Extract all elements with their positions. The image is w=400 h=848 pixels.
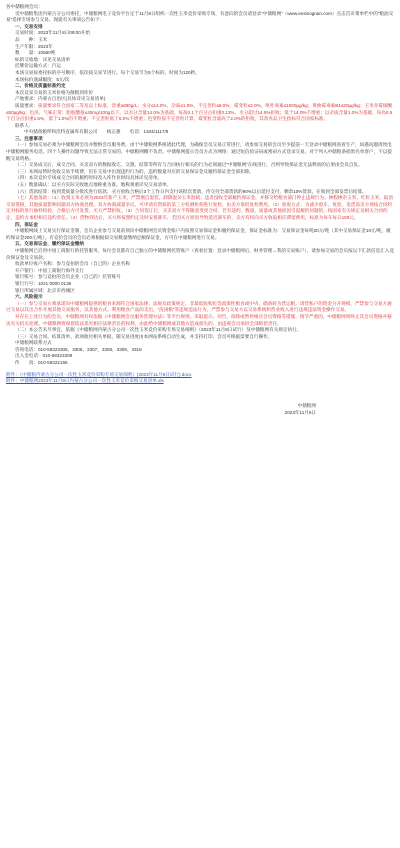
attachment-link[interactable]: 附件：中储粮网2023年11月8日内蒙古分公司一次性玉米竞价采购交易清单.xls <box>6 378 164 384</box>
schedule-line: 本场标价递减幅度：5元/次 <box>15 76 70 82</box>
section-1-body <box>6 30 394 83</box>
schedule-line: 挂牌价运输方式：汽运 <box>15 63 61 69</box>
schedule-line: 品 种：玉米 <box>15 36 48 42</box>
section-4-title: 四、保证金 <box>15 221 38 227</box>
contact-phone: 出入金电话：010-59323308 <box>15 353 73 359</box>
attachments <box>6 372 394 386</box>
bank-info-line: 开户银行：中国工商银行海外支行 <box>15 267 84 273</box>
bank-info-line: 银行行号：1021 0000 0136 <box>15 280 72 286</box>
escrow-paragraph: 中储粮网已启用中国工商银行的托管服务，每位会员都有自己独立的中储粮网托管账户（查看位置：登录中储粮网后，财务管理→我的交易账户），请参加交易的会员按以下汇款信息汇入竞价保证金及交易款。 <box>6 247 394 260</box>
notice-item: （四）本次竞价专场成交合同的履约时间及入库作业时间具体详见清单。 <box>15 175 163 181</box>
bank-info-line: 收款单位账户名称：参与竞拍的会员（自己的）企业名称 <box>15 261 130 267</box>
origin-requirement: 产地要求：内蒙古自治区(具体详见交易清单) <box>15 96 106 102</box>
section-2-title: 二、价格及质量标准约定 <box>15 83 66 89</box>
notice-item-other-terms: （七）其他条款：（1）收到玉米必须为2023年新产玉米，严禁擅自混装，卸降混杂玉米混载；违者没收全部履约保证金，并移交给粮食部门停止违规行为。掺假掺杂玉米、红粒玉米，取消交易资格，其他质量影响问题双方协商处理，双方协商减量争议，可申请有资质的第三方检测机构进行复检，由卖方承担复检费用。（2）验收方式：为减少验车、复检，发货前卖方须按合同约定对标的进行抽样检验，合格后方可发货，买方严禁拒收。（3）合同签订后，买卖双方不得随意变更合同，若有违约，数量、质量或其他原因引起履约问题的，按国家有关规定及相关合同约定，违约方承担相应违约责任。（4）货物到达后，买方将按照约定及时安排卸车，若因买方原因导致延迟卸车的，卖方有权向买方收取相应滞留费用，标准为每车每日100元。 <box>6 195 393 220</box>
notice-item: （六）货款结算：按到货质量分批次进行结款，买方验收合格后3个工作日内支付该批次货款，待交付全部货款的90%以后延付支付，剩余10%货款，在收到全部发票后结算。 <box>15 188 367 194</box>
risk-warning: 对存在上述行为的会员，中储粮网有权依据《中储粮网会员服务管理办法》等平台规则，采取提示、劝告、扣除或暂停相应会员资格等措施，情节严重的，中储粮网将终止其会员资格并移送有关机关处理。中储粮网将保留依法追究相应法律责任的权利，由此给中储粮网或其他方造成损失的，由违规会员承担全部赔偿责任。 <box>6 313 392 326</box>
closing-item: （三）交易合同、结算清单、款项收付相关单据，随交易进度由本网站系统自动生成，并支持打印，会员可根据需要自行操作。 <box>15 333 273 339</box>
signature-date: 2023年11月6日 <box>284 409 316 415</box>
bank-info-line: 银行账号：参与竞拍的会员企业（自己的）托管账号 <box>15 274 121 280</box>
schedule-line: 标的交收地：详见交易清单 <box>15 56 71 62</box>
section-3-title: 三、注意事项 <box>15 135 43 141</box>
deposit-paragraph: 中储粮网线上交易实行保证金制，会员企业参与交易前须向中储粮网会员资金账户内按照交易保证金和履约保证金，保证金标准为：交易保证金每吨20元/吨（其中交易保证金10元/吨，履约保证金200元/吨）。有竞价会员的会员必须根据拟交易数量缴纳足额保证金，方可在中储粮网进行交易。 <box>6 228 391 240</box>
price-basis: 本次竞采交易的玉米价格为散粮到库价 <box>15 89 94 95</box>
salutation: 各中储粮网会员： <box>6 4 43 9</box>
section-5-title: 五、交易保证金、履约保证金缴纳 <box>15 241 84 247</box>
quality-requirement <box>6 103 394 123</box>
quality-label: 质量要求： <box>15 102 38 108</box>
intro-paragraph: 受中储粮集团内蒙古分公司委托，中储粮网电子竞价平台定于11月8日组织一次性玉米竞价采购专场，有意向的会员请登录“中储粮网”（www.ensinograin.com）点击首页菜单栏中的“粮油交易”选择专场参与交易。现就有关事项公告如下： <box>6 10 394 23</box>
signature-org: 中储粮网 <box>297 403 316 409</box>
contact-fax: 传 真：010-59322166 <box>15 360 68 366</box>
contact-phone: 咨询电话：010-59323305、3306、3307、3308、3309、3318 <box>15 346 142 352</box>
closing-item: （二）本公告未尽事宜，依据《中储粮网内蒙古分公司一次性玉米竞价采购专场交易细则》（2023年11月8日试行）及中储粮网有关规定执行。 <box>15 327 302 333</box>
section-6-title: 六、风险提示 <box>15 294 43 300</box>
schedule-line: 数 量：10560吨 <box>15 50 56 56</box>
risk-warning: （一）参与交易方须承诺向中储粮网提供的粮食来源符合国家法律、法规及政策规定，非最低收购价等政策性粮食或中央、储备转为营运粮。请营账户的资金分开规模，严禁参与交易方通过交易以其出合作开展其他交易服务，以其他方式、利用粮食产品的支出，“洗国粮”等违规违法行为，严禁参与交易方以交易系统和营业收入进行违规违法资金操作交易。 <box>6 300 392 313</box>
notice-item: （三）本网站暂时免收交易手续费，但在交易中出现违约行为的，违约数量对应的交易保证金及履约保证金全部扣除。 <box>15 168 254 174</box>
schedule-line: 生产年限：2023年 <box>15 43 53 49</box>
attachment-link[interactable]: 附件：《中储粮内蒙古分公司一次性玉米竞价采购专场交易细则》(2023年11月8日试行).docx <box>6 371 192 377</box>
bank-info-line: 银行所属区域：北京市西城区 <box>15 287 75 293</box>
contact-heading: 中储粮网联系方式 <box>15 340 52 346</box>
section-1-title: 一、交易安排 <box>15 23 43 29</box>
quality-standard-text: 质量要求符合国家二等及以上标准，容重≥690g/L；水分≤14.0%，杂质≤1.0%，不完善粒≤6.0%，霉变粒≤2.0%，呕吐毒素≤1000μg/kg；黄曲霉毒素B1≤20μg/kg；玉米赤霉烯酮≤60μg/kg；色泽、气味正常；脂肪酸值≤40mg/100g以下。以水分含量14.0%为基础，每高0.1个百分点扣重0.13%，水分超过14.5%拒收；低于14.0%不增重；以杂质含量1.0%为基础，每高0.5个百分点扣重1.5%，低于1.0%的不增重；不完善粒低于6.0%不增重；色变粒按不完善粒计算，霉变粒含量高于2.0%的拒收，其余食品卫生指标符合国家标准。 <box>6 102 393 122</box>
notice-item: （五）数量确认：以买方实际交收地点地称重为准。地称须重详见交易清单。 <box>15 182 172 188</box>
notice-item: （二）交易成交后，成交合同、买卖双方的数据收讫、交割、结算等所有与合同执行相关的行为必须通过“中储粮网”在线进行，否则导致保证金无法释放的后果由会员自负。 <box>15 162 363 168</box>
contact-info: 中央储备粮呼和浩特直属库有限公司 杨志强 电话：1334/1117/9 <box>24 129 169 135</box>
schedule-line: 交易时间：2023年11月8日09:00开始 <box>15 30 90 36</box>
schedule-line: 本场交易按委托标的序号顺序，依次按交易节进行。每个交易节为5个标的，时间为120秒。 <box>15 69 200 75</box>
signature-block <box>6 403 394 416</box>
contact-label: 联系人： <box>15 122 34 128</box>
notice-item: （一）参加交易必须为中储粮网会员并缴纳会员服务费，由于中储粮网系统诸此代理，为确保会员交易正常进行，请参加交易的会员至少提前一天登录中储粮网查看生产，如遇问题请致电中储粮网服务电话。四个人操作问题导致无法正常交易的，中储粮网概不负责。中储粮网提示会员方式为网络：通过短信验证码或密码方式登录交易。对于列入中储粮条损黑名单客户，不以提醒交易资格。 <box>6 142 392 161</box>
